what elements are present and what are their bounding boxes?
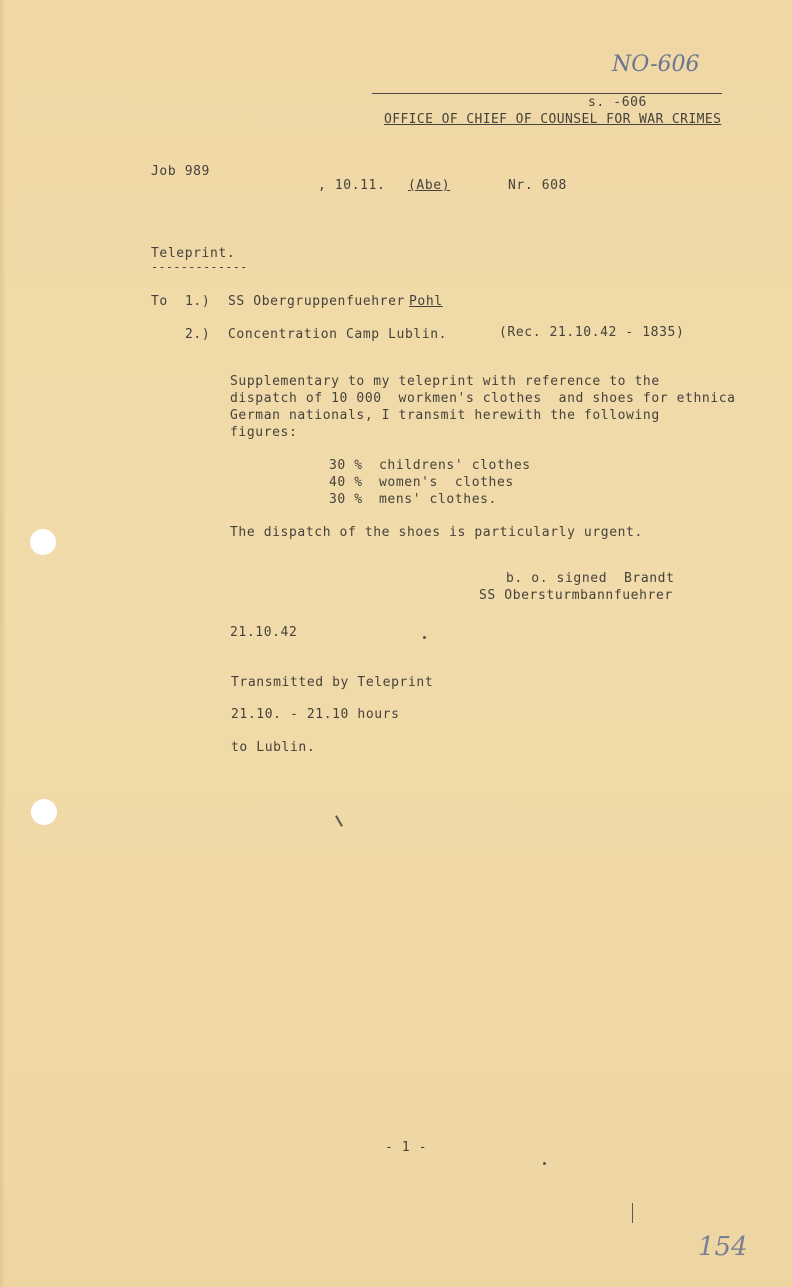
figure-percent: 30 % [329, 458, 363, 473]
stray-mark [423, 636, 426, 639]
figure-item: women's clothes [379, 475, 514, 490]
sent-date: 21.10.42 [230, 625, 298, 640]
body-line: figures: [230, 425, 298, 440]
punch-hole [30, 529, 56, 555]
page-number: - 1 - [385, 1140, 428, 1155]
date-prefix: , 10.11. [318, 178, 386, 193]
figure-item: childrens' clothes [379, 458, 531, 473]
handwritten-reference: NO-606 [612, 52, 700, 77]
transmission-destination: to Lublin. [231, 740, 316, 755]
transmission-hours: 21.10. - 21.10 hours [231, 707, 400, 722]
recipient-number: 2.) [185, 327, 211, 342]
urgent-note: The dispatch of the shoes is particularly urgent. [230, 525, 643, 540]
stray-mark [543, 1162, 546, 1165]
figure-item: mens' clothes. [379, 492, 497, 507]
office-header: OFFICE OF CHIEF OF COUNSEL FOR WAR CRIMES [384, 112, 722, 127]
to-label: To [151, 294, 168, 309]
stray-mark [335, 815, 343, 826]
message-number: Nr. 608 [508, 178, 567, 193]
recipient-camp: Concentration Camp Lublin. [228, 327, 448, 342]
document-number: s. -606 [588, 95, 647, 110]
archive-number: 154 [698, 1232, 748, 1262]
left-page-edge [0, 0, 6, 1287]
figure-percent: 40 % [329, 475, 363, 490]
body-line: Supplementary to my teleprint with reference to the [230, 374, 660, 389]
transmission-line: Transmitted by Teleprint [231, 675, 434, 690]
body-line: German nationals, I transmit herewith the following [230, 408, 660, 423]
punch-hole [31, 799, 57, 825]
recipient-name: Pohl [409, 294, 443, 309]
signature-rank: SS Obersturmbannfuehrer [479, 588, 673, 603]
document-type: Teleprint. [151, 246, 236, 261]
received-note: (Rec. 21.10.42 - 1835) [499, 325, 685, 340]
author-abbreviation: (Abe) [408, 178, 451, 193]
stray-mark [632, 1203, 633, 1223]
recipient-number: 1.) [185, 294, 211, 309]
job-number: Job 989 [151, 164, 210, 179]
signature-name: b. o. signed Brandt [506, 571, 675, 586]
header-top-rule [372, 93, 722, 94]
document-type-underline: ------------- [151, 260, 248, 274]
recipient-title: SS Obergruppenfuehrer [228, 294, 405, 309]
body-line: dispatch of 10 000 workmen's clothes and shoes for ethnica [230, 391, 736, 406]
figure-percent: 30 % [329, 492, 363, 507]
